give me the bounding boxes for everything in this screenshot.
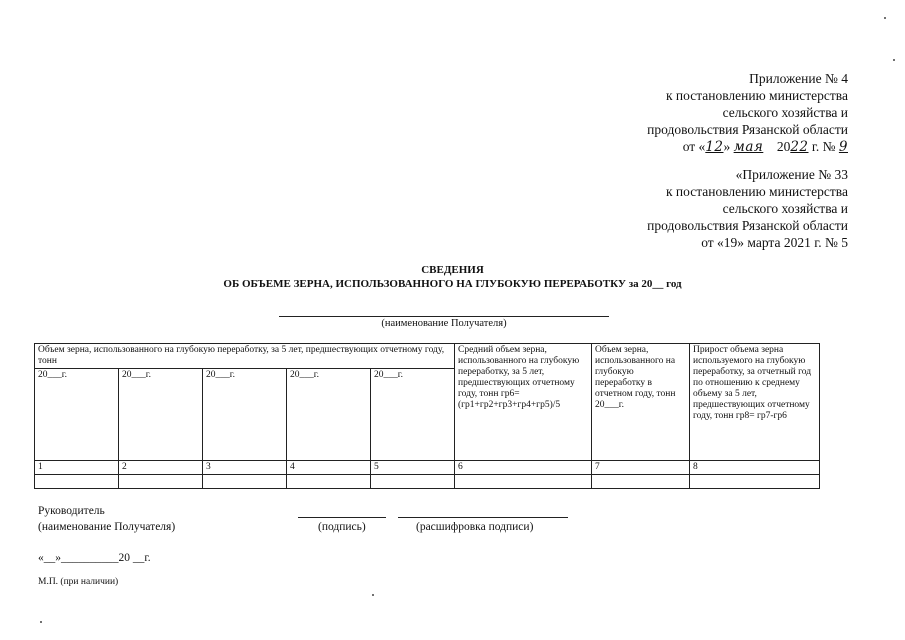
year-header-cell: 20___г. [119,369,203,461]
handwritten-number: 9 [838,139,848,155]
column-number-cell: 3 [203,461,287,475]
signature-line [298,517,386,518]
year-header-cell: 20___г. [35,369,119,461]
stamp-label: М.П. (при наличии) [38,577,119,587]
appendix-33-title: «Приложение № 33 [735,167,848,182]
column-number-cell: 2 [119,461,203,475]
appendix-4-line: продовольствия Рязанской области [647,122,848,137]
column-number-cell: 6 [455,461,592,475]
column-number-cell: 1 [35,461,119,475]
column-number-cell: 4 [287,461,371,475]
decode-line [398,517,568,518]
signature-label: (подпись) [318,521,366,533]
data-cell [592,475,690,489]
year-header-cell: 20___г. [371,369,455,461]
appendix-33-date-line: от «19» марта 2021 г. № 5 [701,235,848,250]
col8-header-cell: Прирост объема зерна используемого на глубокую переработку, за отчетный год по отношению к среднему объему за 5 лет, предшествующих отчетному году, тонн гр8= гр7-гр6 [690,344,820,461]
col6-header-cell: Средний объем зерна, использованного на глубокую переработку, за 5 лет, предшествующих отчетному году, тонн гр6=(гр1+гр2+гр3+гр4+гр5)/5 [455,344,592,461]
appendix-4-title: Приложение № 4 [749,71,848,86]
decode-label: (расшифровка подписи) [416,521,534,533]
data-cell [455,475,592,489]
data-cell [371,475,455,489]
data-cell [203,475,287,489]
handwritten-year: 22 [790,139,809,155]
recipient-label: (наименование Получателя) [381,318,507,329]
appendix-4-line: сельского хозяйства и [722,105,848,120]
column-number-cell: 8 [690,461,820,475]
handwritten-day: 12 [705,139,724,155]
appendix-33-line: к постановлению министерства [665,184,848,199]
col7-header-cell: Объем зерна, использованного на глубокую переработку в отчетном году, тонн 20___г. [592,344,690,461]
year-header-cell: 20___г. [287,369,371,461]
data-cell [35,475,119,489]
document-subtitle: ОБ ОБЪЕМЕ ЗЕРНА, ИСПОЛЬЗОВАННОГО НА ГЛУБОКУЮ ПЕРЕРАБОТКУ за 20__ год [223,278,682,290]
group-header-cell: Объем зерна, использованного на глубокую переработку, за 5 лет, предшествующих отчетному году, тонн [35,344,455,369]
appendix-33-block [647,166,848,251]
data-cell [287,475,371,489]
data-cell [690,475,820,489]
scan-speck [893,59,895,61]
column-number-cell: 7 [592,461,690,475]
appendix-4-line: к постановлению министерства [665,88,848,103]
appendix-33-line: продовольствия Рязанской области [647,218,848,233]
data-cell [119,475,203,489]
grain-volume-table [34,343,820,489]
appendix-4-date-line: от «12» мая 2022 г. № 9 [682,139,848,155]
column-number-cell: 5 [371,461,455,475]
recipient-name-line [279,316,609,317]
date-field: «__»__________20 __г. [38,552,151,564]
document-title: СВЕДЕНИЯ [421,264,484,276]
year-header-cell: 20___г. [203,369,287,461]
appendix-33-line: сельского хозяйства и [722,201,848,216]
scan-speck [372,594,374,596]
scan-speck [884,17,886,19]
recipient-org-label: (наименование Получателя) [38,521,176,533]
head-label: Руководитель [38,505,105,517]
scan-speck [40,621,42,623]
handwritten-month: мая [733,139,764,155]
appendix-4-block [647,70,848,156]
